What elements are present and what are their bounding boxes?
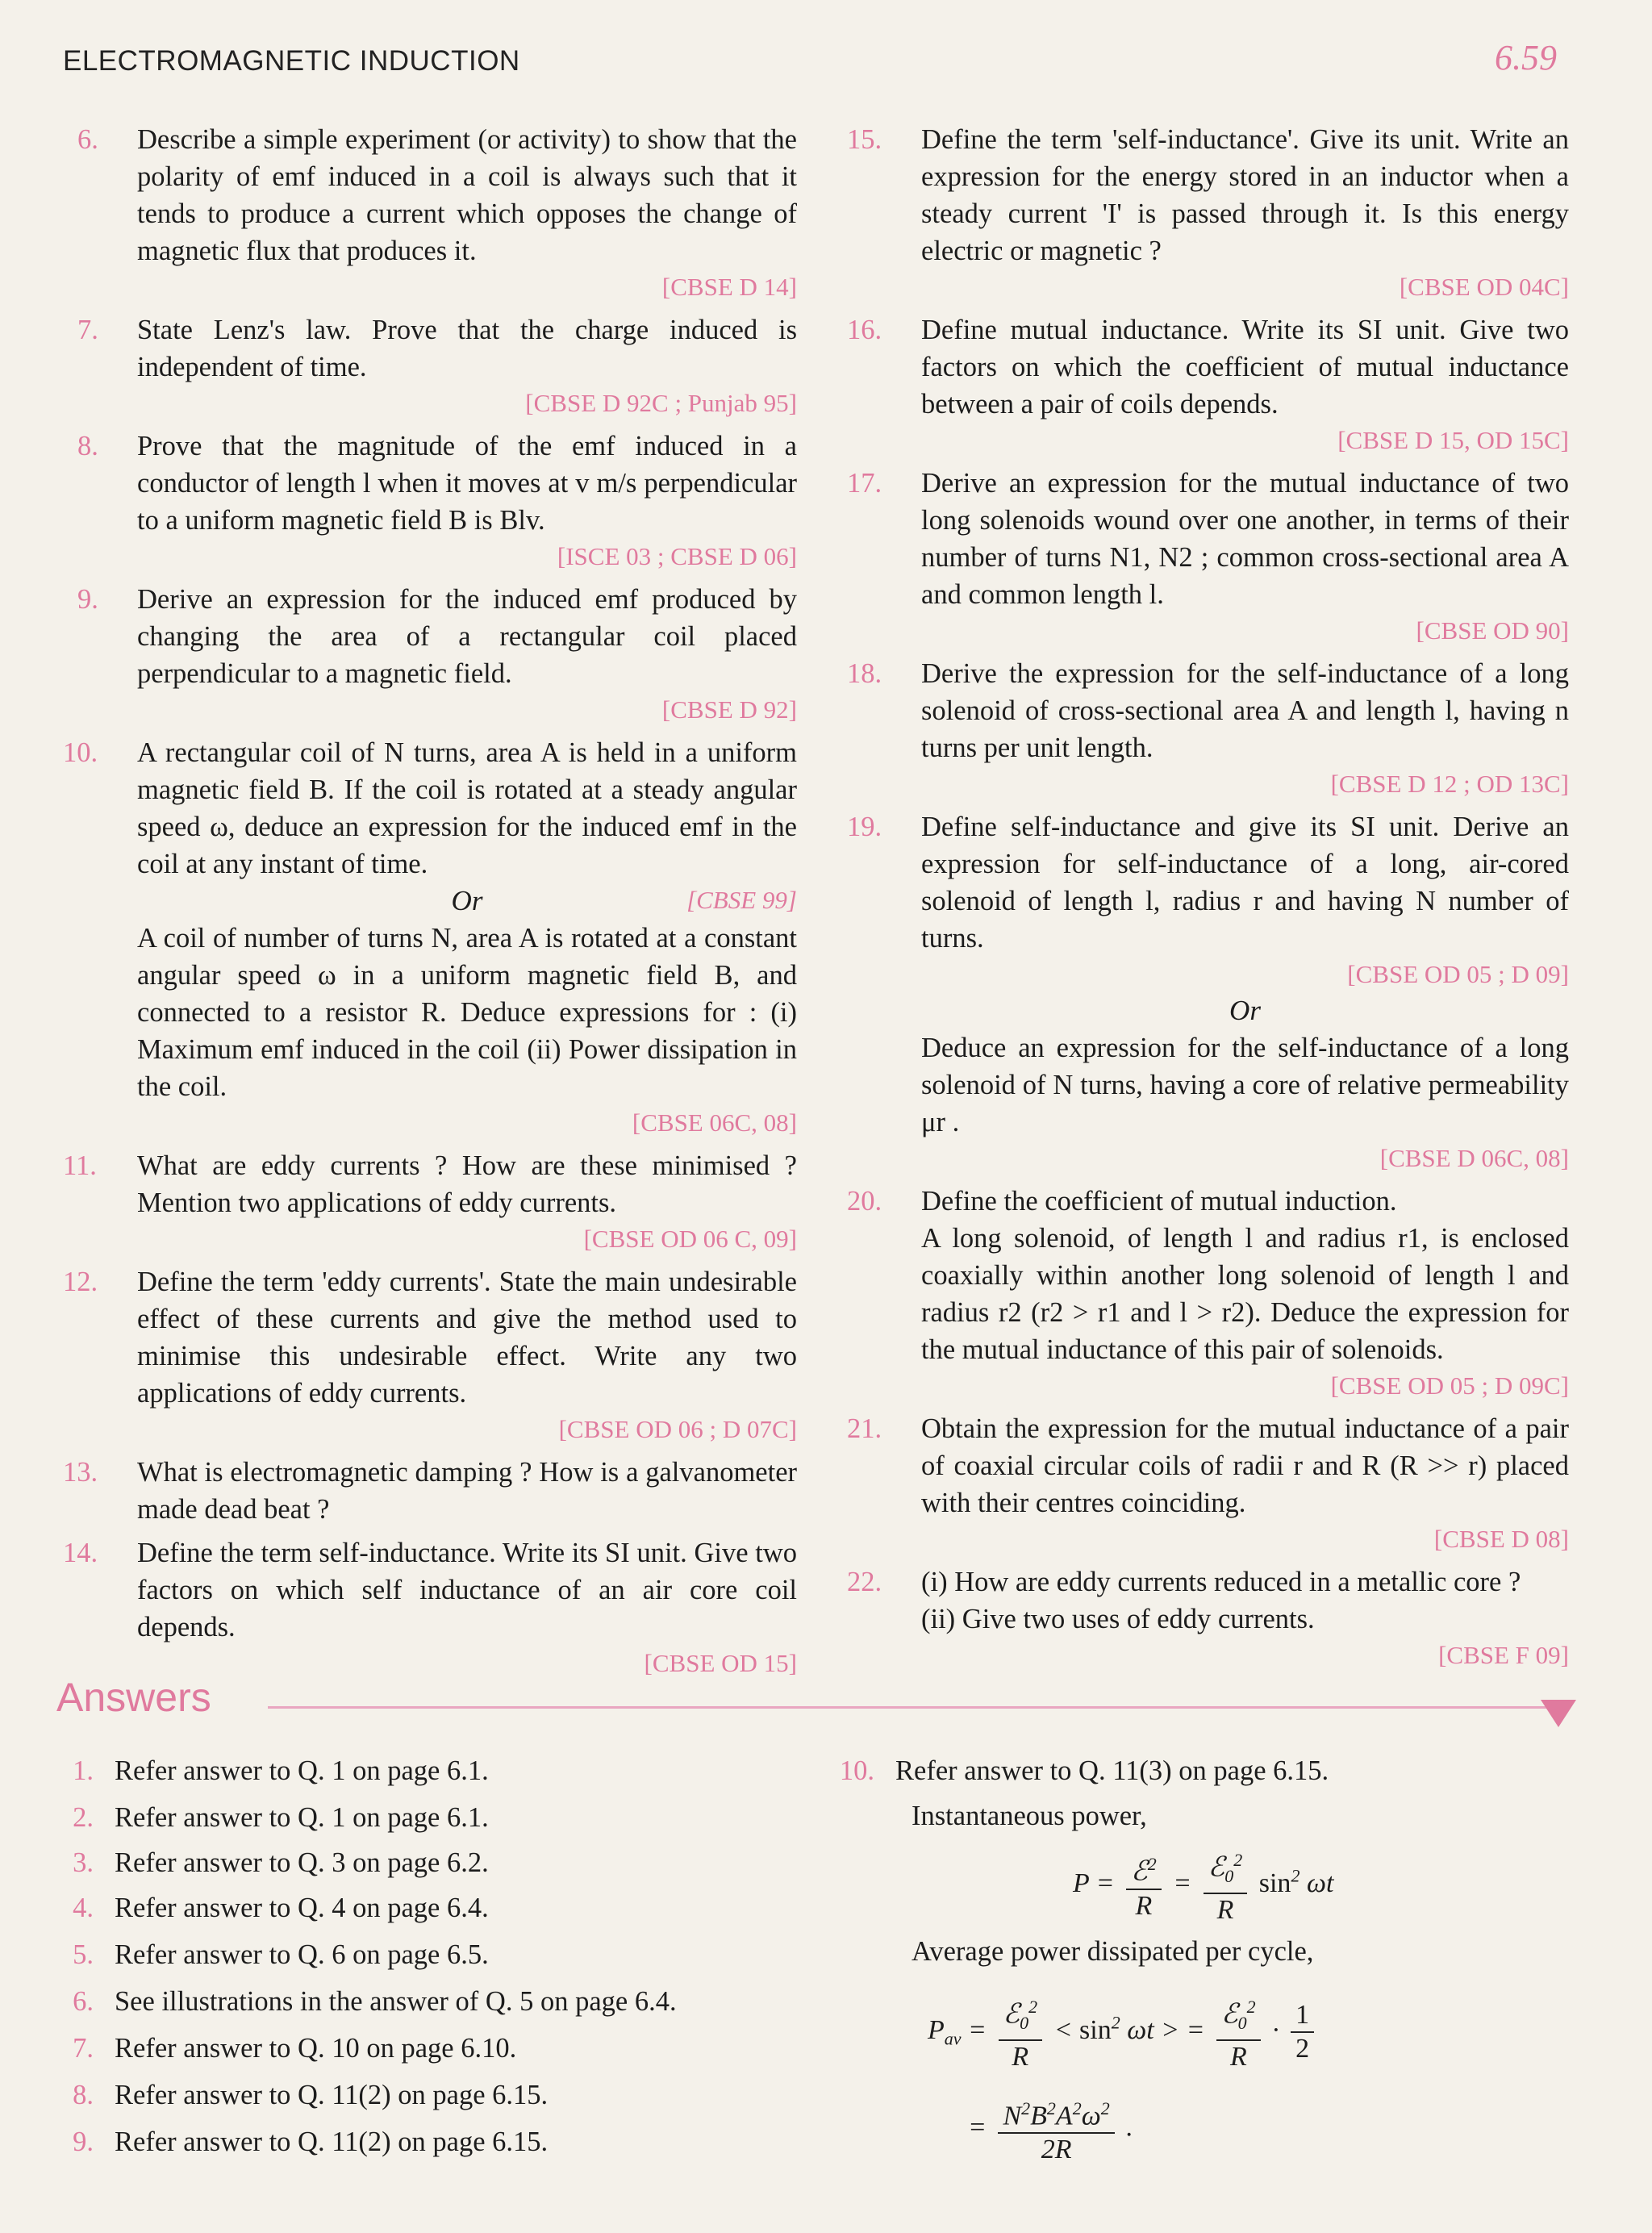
question-number: 14. <box>63 1538 98 1568</box>
question-number: 22. <box>847 1567 882 1597</box>
question-source: [CBSE D 08] <box>1433 1525 1569 1553</box>
question-number: 15. <box>847 124 882 155</box>
question-8 <box>63 428 797 574</box>
answer-number: 5. <box>73 1939 94 1970</box>
question-10 <box>63 734 797 1141</box>
answer-number: 4. <box>73 1893 94 1923</box>
question-22 <box>847 1563 1569 1673</box>
question-13 <box>63 1454 797 1528</box>
question-number: 20. <box>847 1186 882 1217</box>
question-text-alt: Deduce an expression for the self-inductance of a long solenoid of N turns, having a core of relative permeability μr . <box>921 1033 1569 1137</box>
average-power-equation: $P_{av}$ = $\frac{ℰ_0^2}{R}$ < $\sin^2 \omega t$ > = $\frac{ℰ_0^2}{R}$ · $\frac{1}{2}$ <box>928 1991 1319 2073</box>
answer-number: 8. <box>73 2080 94 2110</box>
question-11 <box>63 1147 797 1257</box>
question-number: 9. <box>77 584 98 615</box>
question-text: Define the term self-inductance. Write its SI unit. Give two factors on which self inductance of an air core coil depends. <box>137 1538 797 1642</box>
answer-number: 6. <box>73 1986 94 2017</box>
question-source: [CBSE OD 06 C, 09] <box>583 1225 797 1253</box>
answer-number: 3. <box>73 1847 94 1878</box>
question-text: A rectangular coil of N turns, area A is held in a uniform magnetic field B. If the coil is rotated at a steady angular speed ω, deduce an expression for the induced emf in the coil at any instant of time. <box>137 737 797 879</box>
answers-divider <box>268 1706 1558 1709</box>
answer-10-line3: Average power dissipated per cycle, <box>912 1936 1314 1967</box>
question-source-alt: [CBSE F 09] <box>1438 1641 1569 1669</box>
question-text: State Lenz's law. Prove that the charge induced is independent of time. <box>137 315 797 382</box>
question-14 <box>63 1534 797 1681</box>
answer-4 <box>50 1889 489 1926</box>
answer-7 <box>50 2030 516 2067</box>
question-number: 12. <box>63 1267 98 1297</box>
answer-number: 1. <box>73 1755 94 1786</box>
question-source: [CBSE 99] <box>686 886 797 914</box>
question-number: 11. <box>63 1150 97 1181</box>
answer-text: Refer answer to Q. 11(2) on page 6.15. <box>115 2127 549 2157</box>
questions-left-column <box>63 121 797 1688</box>
answer-text: Refer answer to Q. 11(2) on page 6.15. <box>115 2080 549 2110</box>
question-text-alt: (ii) Give two uses of eddy currents. <box>921 1604 1315 1634</box>
question-text: Define the coefficient of mutual induction. <box>921 1186 1397 1217</box>
question-number: 19. <box>847 812 882 842</box>
question-source-alt: [CBSE D 06C, 08] <box>1379 1144 1569 1172</box>
answer-text: Refer answer to Q. 1 on page 6.1. <box>115 1755 489 1786</box>
triangle-marker-icon <box>1541 1700 1576 1727</box>
answer-text: Refer answer to Q. 1 on page 6.1. <box>115 1802 489 1833</box>
answers-heading: Answers <box>56 1675 211 1720</box>
answer-number: 7. <box>73 2033 94 2064</box>
question-number: 8. <box>77 431 98 461</box>
or-label: Or <box>451 885 483 916</box>
question-12 <box>63 1263 797 1447</box>
answer-text: Refer answer to Q. 10 on page 6.10. <box>115 2033 517 2064</box>
or-divider <box>137 883 797 920</box>
answer-6 <box>50 1983 677 2020</box>
question-text: Derive the expression for the self-inductance of a long solenoid of cross-sectional area A and length l, having n turns per unit length. <box>921 658 1569 763</box>
answer-2 <box>50 1799 489 1836</box>
question-source: [CBSE OD 15] <box>644 1649 797 1677</box>
answer-text: See illustrations in the answer of Q. 5 on page 6.4. <box>115 1986 677 2017</box>
question-number: 7. <box>77 315 98 345</box>
answer-10-line2: Instantaneous power, <box>912 1801 1147 1831</box>
question-text: Describe a simple experiment (or activity) to show that the polarity of emf induced in a coil is always such that it tends to produce a current which opposes the change of magnetic flux that produces it. <box>137 124 797 266</box>
answer-text: Refer answer to Q. 6 on page 6.5. <box>115 1939 489 1970</box>
question-9 <box>63 581 797 728</box>
question-6 <box>63 121 797 305</box>
question-7 <box>63 311 797 421</box>
question-number: 18. <box>847 658 882 689</box>
question-text: (i) How are eddy currents reduced in a metallic core ? <box>921 1567 1521 1597</box>
answer-5 <box>50 1936 489 1973</box>
question-source-alt: [CBSE OD 05 ; D 09C] <box>1330 1371 1569 1400</box>
running-header-title: ELECTROMAGNETIC INDUCTION <box>63 45 520 77</box>
question-number: 13. <box>63 1457 98 1488</box>
question-text: Define mutual inductance. Write its SI unit. Give two factors on which the coefficient of mutual inductance between a pair of coils depends. <box>921 315 1569 419</box>
question-15 <box>847 121 1569 305</box>
question-21 <box>847 1410 1569 1557</box>
answer-text: Refer answer to Q. 11(3) on page 6.15. <box>895 1755 1329 1786</box>
question-18 <box>847 655 1569 802</box>
question-source: [CBSE D 92C ; Punjab 95] <box>525 389 797 417</box>
question-text: What are eddy currents ? How are these minimised ? Mention two applications of eddy currents. <box>137 1150 797 1218</box>
answer-3 <box>50 1844 489 1881</box>
or-label: Or <box>1229 995 1261 1026</box>
question-text: Define the term 'self-inductance'. Give its unit. Write an expression for the energy stored in an inductor when a steady current 'I' is passed through it. Is this energy electric or magnetic ? <box>921 124 1569 266</box>
question-text: Obtain the expression for the mutual inductance of a pair of coaxial circular coils of radii r and R (R >> r) placed with their centres coinciding. <box>921 1413 1569 1518</box>
question-17 <box>847 465 1569 649</box>
question-19 <box>847 808 1569 1176</box>
question-source-alt: [CBSE 06C, 08] <box>632 1108 797 1137</box>
question-text: Define self-inductance and give its SI unit. Derive an expression for self-inductance of a long, air-cored solenoid of length l, radius r and having N number of turns. <box>921 812 1569 954</box>
question-number: 10. <box>63 737 98 768</box>
question-source: [ISCE 03 ; CBSE D 06] <box>557 542 797 570</box>
question-number: 17. <box>847 468 882 499</box>
question-text-alt: A coil of number of turns N, area A is rotated at a constant angular speed ω in a uniform magnetic field B, and connected to a resistor R. Deduce expressions for : (i) Maximum emf induced in the coil (ii) Power dissipation in the coil. <box>137 923 797 1102</box>
answer-number: 2. <box>73 1802 94 1833</box>
question-source: [CBSE D 15, OD 15C] <box>1337 426 1569 454</box>
question-text: Derive an expression for the induced emf produced by changing the area of a rectangular coil placed perpendicular to a magnetic field. <box>137 584 797 689</box>
answer-10 <box>831 1752 1329 1789</box>
page-number: 6.59 <box>1495 38 1557 77</box>
question-text: Derive an expression for the mutual inductance of two long solenoids wound over one another, in terms of their number of turns N1, N2 ; common cross-sectional area A and common length l. <box>921 468 1569 610</box>
question-number: 6. <box>77 124 98 155</box>
average-power-result: = $\frac{N^2B^2A^2\omega^2}{2R}$ . <box>968 2093 1133 2166</box>
question-text: What is electromagnetic damping ? How is a galvanometer made dead beat ? <box>137 1457 797 1525</box>
question-number: 16. <box>847 315 882 345</box>
question-text-alt: A long solenoid, of length l and radius r1, is enclosed coaxially within another long solenoid of length l and radius r2 (r2 > r1 and l > r2). Deduce the expression for the mutual inductance of this pair of solenoids. <box>921 1223 1569 1365</box>
answer-1 <box>50 1752 489 1789</box>
question-source: [CBSE OD 05 ; D 09] <box>1347 960 1569 988</box>
question-text: Define the term 'eddy currents'. State the main undesirable effect of these currents and give the method used to minimise this undesirable effect. Write any two applications of eddy currents. <box>137 1267 797 1409</box>
question-source: [CBSE D 14] <box>661 273 797 301</box>
question-source: [CBSE D 12 ; OD 13C] <box>1330 770 1569 798</box>
instantaneous-power-equation: P = $\frac{ℰ^2}{R}$ = $\frac{ℰ_0^2}{R}$ $\sin^2 \omega t$ <box>1073 1844 1333 1926</box>
question-text: Prove that the magnitude of the emf induced in a conductor of length l when it moves at v m/s perpendicular to a uniform magnetic field B is Blv. <box>137 431 797 536</box>
answer-text: Refer answer to Q. 4 on page 6.4. <box>115 1893 489 1923</box>
question-source: [CBSE D 92] <box>661 695 797 724</box>
answer-text: Refer answer to Q. 3 on page 6.2. <box>115 1847 489 1878</box>
question-number: 21. <box>847 1413 882 1444</box>
question-16 <box>847 311 1569 458</box>
answer-8 <box>50 2076 548 2114</box>
question-source: [CBSE OD 06 ; D 07C] <box>558 1415 797 1443</box>
question-20 <box>847 1183 1569 1404</box>
answer-number: 9. <box>73 2127 94 2157</box>
answer-number: 10. <box>839 1755 874 1786</box>
answer-9 <box>50 2123 548 2160</box>
question-source: [CBSE OD 90] <box>1416 616 1569 645</box>
or-divider <box>921 992 1569 1029</box>
questions-right-column <box>847 121 1569 1680</box>
question-source: [CBSE OD 04C] <box>1399 273 1569 301</box>
